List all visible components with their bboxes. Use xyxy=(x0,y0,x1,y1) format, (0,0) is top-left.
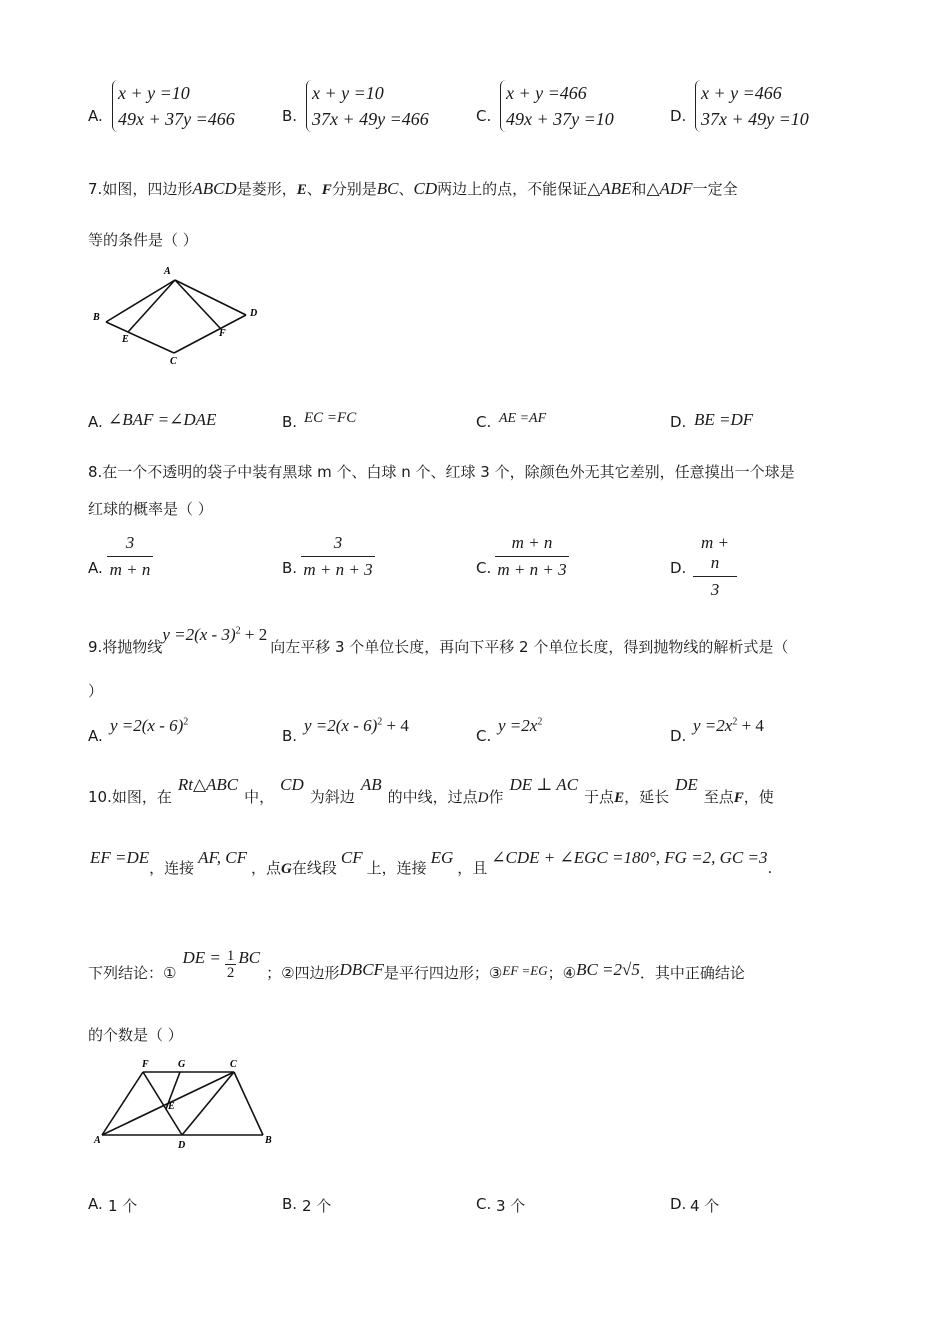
q7-segment-af xyxy=(175,280,220,328)
q10-math: BC =2√5 xyxy=(576,960,640,979)
q8-option-d-label: D. xyxy=(670,559,687,577)
q10-math: EF =DE xyxy=(90,848,150,867)
q9-option-d-text xyxy=(693,716,764,736)
q10-half-fraction xyxy=(225,948,237,981)
q10-math: ∠CDE + ∠EGC =180°, FG =2, GC =3 xyxy=(491,848,768,867)
q7-option-d-label: D. xyxy=(670,413,687,431)
q10-stem-line2 xyxy=(90,848,772,878)
q7-math: ABCD xyxy=(192,179,237,198)
q7-text: 一定全 xyxy=(692,180,738,198)
q7-math: CD xyxy=(413,179,438,198)
q7-math: △ADF xyxy=(646,179,693,198)
q7-text: 、 xyxy=(306,180,322,198)
q7-edge-bc xyxy=(106,322,174,353)
q9-option-a-exponent: 2 xyxy=(183,716,189,728)
q10-math: CD xyxy=(280,775,304,794)
q7-text: 分别是 xyxy=(331,180,377,198)
q6-option-d-eq1: x + y =466 xyxy=(701,83,782,103)
q6-option-b-system xyxy=(306,80,429,132)
q10-text: 下列结论：① xyxy=(88,964,177,982)
q9-option-d-tail: + 4 xyxy=(737,716,764,735)
q7-point-b: B xyxy=(93,312,100,323)
q6-option-b-label: B. xyxy=(282,107,298,125)
q10-segment-cb xyxy=(234,1072,263,1135)
q8-option-c-denominator: m + n + 3 xyxy=(497,560,567,579)
q10-option-c-text: 3 个 xyxy=(496,1197,526,1215)
q6-option-d-system xyxy=(695,80,809,132)
q7-point-c: C xyxy=(170,356,177,367)
q10-math: AB xyxy=(360,775,382,794)
q10-text: 在线段 xyxy=(291,859,337,877)
q7-stem-line1 xyxy=(88,178,738,199)
q9-text: 9.将抛物线 xyxy=(88,638,163,656)
q8-option-d-fraction xyxy=(693,533,737,600)
q10-option-c-label: C. xyxy=(476,1195,492,1213)
q9-option-a-label: A. xyxy=(88,727,103,745)
q6-option-c-eq2: 49x + 37y =10 xyxy=(506,109,614,129)
q10-math: Rt△ABC xyxy=(177,775,239,794)
q7-option-b-label: B. xyxy=(282,413,298,431)
q9-option-b-exponent: 2 xyxy=(377,716,383,728)
q7-option-c-text: AE =AF xyxy=(499,411,547,426)
q10-math: G xyxy=(281,861,292,877)
q10-point-d: D xyxy=(178,1140,186,1151)
q7-text: 如图，四边形 xyxy=(102,180,193,198)
q7-text: 和 xyxy=(631,180,647,198)
q10-math: CF xyxy=(340,848,363,867)
q7-text: 是菱形， xyxy=(236,180,297,198)
q7-point-d: D xyxy=(250,308,258,319)
q7-rhombus-figure xyxy=(88,260,278,370)
q7-option-c-label: C. xyxy=(476,413,492,431)
q10-option-a-label: A. xyxy=(88,1195,103,1213)
q10-math: F xyxy=(733,790,744,806)
q10-option-d-text: 4 个 xyxy=(690,1197,720,1215)
q10-stem-line4: 的个数是（ ） xyxy=(88,1026,183,1044)
q10-text: ；②四边形 xyxy=(266,964,340,982)
q10-text: . xyxy=(767,859,773,877)
q10-point-e: E xyxy=(168,1101,175,1112)
q10-text: 上，连接 xyxy=(366,859,427,877)
q10-text: 是平行四边形；③ xyxy=(383,964,503,982)
q9-option-a-base: y =2(x - 6) xyxy=(110,716,184,735)
q6-option-a-label: A. xyxy=(88,107,103,125)
q10-text: 10.如图，在 xyxy=(88,788,172,806)
q8-option-d-denominator: 3 xyxy=(710,580,720,599)
q10-option-b-label: B. xyxy=(282,1195,298,1213)
q7-math: BC xyxy=(376,179,399,198)
q8-option-b-numerator: 3 xyxy=(301,533,375,557)
q10-text: ，点 xyxy=(250,859,281,877)
q7-option-a-text: ∠BAF =∠DAE xyxy=(108,410,217,429)
q9-eq-exponent: 2 xyxy=(235,625,241,637)
q10-segment-cd xyxy=(182,1072,234,1135)
q7-point-f: F xyxy=(219,328,226,339)
q7-point-e: E xyxy=(122,334,129,345)
q10-math: EG xyxy=(430,848,454,867)
q7-stem-line2: 等的条件是（ ） xyxy=(88,231,198,249)
q9-option-c-exponent: 2 xyxy=(537,716,543,728)
q6-option-a-system xyxy=(112,80,235,132)
q10-math: E xyxy=(614,790,625,806)
q10-text: ，且 xyxy=(457,859,488,877)
q10-half-numerator: 1 xyxy=(226,948,235,964)
q10-text: 作 xyxy=(488,788,504,806)
q10-option-a-text: 1 个 xyxy=(108,1197,138,1215)
q10-text: ．其中正确结论 xyxy=(639,964,745,982)
q10-text: ；④ xyxy=(547,964,577,982)
q7-math: △ABE xyxy=(587,179,632,198)
q10-point-a: A xyxy=(94,1135,101,1146)
q7-option-a-label: A. xyxy=(88,413,103,431)
q9-option-b-base: y =2(x - 6) xyxy=(304,716,378,735)
q6-option-d-eq2: 37x + 49y =10 xyxy=(701,109,809,129)
q7-edge-cd xyxy=(174,315,246,353)
q10-math: D xyxy=(477,790,489,806)
q6-option-d-label: D. xyxy=(670,107,687,125)
q9-option-b-text xyxy=(304,716,409,736)
q7-option-d-text: BE =DF xyxy=(694,410,754,429)
q9-option-d-base: y =2x xyxy=(693,716,733,735)
q10-point-b: B xyxy=(265,1135,272,1146)
q6-option-c-system xyxy=(500,80,614,132)
q6-option-a-eq1: x + y =10 xyxy=(118,83,190,103)
q7-edge-ad xyxy=(175,280,246,315)
q8-option-c-numerator: m + n xyxy=(495,533,569,557)
q8-option-a-label: A. xyxy=(88,559,103,577)
q9-option-b-label: B. xyxy=(282,727,298,745)
q6-option-a-eq2: 49x + 37y =466 xyxy=(118,109,235,129)
q10-text: ，使 xyxy=(743,788,774,806)
q10-point-c: C xyxy=(230,1059,237,1070)
q8-option-a-fraction xyxy=(107,533,153,580)
q10-text: 至点 xyxy=(703,788,734,806)
q10-math: DE = xyxy=(182,948,221,967)
q7-text: 、 xyxy=(398,180,414,198)
q10-point-f: F xyxy=(142,1059,149,1070)
q6-option-b-eq1: x + y =10 xyxy=(312,83,384,103)
q8-option-a-numerator: 3 xyxy=(107,533,153,557)
q8-option-b-label: B. xyxy=(282,559,298,577)
q6-option-c-eq1: x + y =466 xyxy=(506,83,587,103)
q10-point-g: G xyxy=(178,1059,186,1070)
q10-text: 为斜边 xyxy=(309,788,355,806)
q9-eq-tail: + 2 xyxy=(240,625,268,644)
q7-text: 两边上的点，不能保证 xyxy=(437,180,588,198)
q10-text: ，延长 xyxy=(624,788,670,806)
q8-option-b-fraction xyxy=(301,533,375,580)
q9-option-d-exponent: 2 xyxy=(732,716,738,728)
q9-option-c-text xyxy=(498,716,542,736)
q8-option-b-denominator: m + n + 3 xyxy=(303,560,373,579)
q10-stem-line1 xyxy=(88,775,774,807)
q8-option-a-denominator: m + n xyxy=(109,560,151,579)
q10-math: DE ⊥ AC xyxy=(509,775,579,794)
q10-math: EF =EG xyxy=(502,963,548,978)
q7-math: E xyxy=(296,182,307,198)
q9-option-a-text xyxy=(110,716,188,736)
q9-equation xyxy=(162,625,267,644)
q8-option-c-fraction xyxy=(495,533,569,580)
q8-option-c-label: C. xyxy=(476,559,492,577)
q7-edge-ab xyxy=(106,280,175,322)
q7-option-b-text: EC =FC xyxy=(304,410,357,426)
q9-option-d-label: D. xyxy=(670,727,687,745)
q9-text: 向左平移 3 个单位长度，再向下平移 2 个单位长度，得到抛物线的解析式是（ xyxy=(270,638,789,656)
q10-text: 中， xyxy=(244,788,275,806)
q10-text: ，连接 xyxy=(149,859,195,877)
q9-option-c-base: y =2x xyxy=(498,716,538,735)
q7-segment-ae xyxy=(128,280,175,332)
q6-option-c-label: C. xyxy=(476,107,492,125)
q10-half-denominator: 2 xyxy=(226,965,235,981)
q7-point-a: A xyxy=(164,266,171,277)
q10-stem-line3 xyxy=(88,948,745,988)
q9-stem-line1 xyxy=(88,625,788,657)
q7-math: F xyxy=(321,182,332,198)
q7-number: 7. xyxy=(88,180,103,198)
q8-option-d-numerator: m + n xyxy=(693,533,737,577)
q10-math: DBCF xyxy=(339,960,384,979)
q9-stem-line2: ） xyxy=(88,682,104,700)
q10-math: BC xyxy=(238,948,261,967)
q10-parallelogram-figure xyxy=(88,1057,288,1153)
q10-text: 于点 xyxy=(584,788,615,806)
q10-text: 的中线，过点 xyxy=(387,788,478,806)
q10-option-b-text: 2 个 xyxy=(302,1197,332,1215)
q10-option-d-label: D. xyxy=(670,1195,687,1213)
q9-eq-base: y =2(x - 3) xyxy=(162,625,236,644)
q6-option-b-eq2: 37x + 49y =466 xyxy=(312,109,429,129)
q10-math: AF, CF xyxy=(198,848,247,867)
q9-option-b-tail: + 4 xyxy=(382,716,409,735)
q8-stem-line2: 红球的概率是（ ） xyxy=(88,500,213,518)
q9-option-c-label: C. xyxy=(476,727,492,745)
q10-math: DE xyxy=(675,775,698,794)
q8-stem-line1: 8.在一个不透明的袋子中装有黑球 m 个、白球 n 个、红球 3 个，除颜色外无其它差别，任意摸出一个球是 xyxy=(88,463,795,481)
